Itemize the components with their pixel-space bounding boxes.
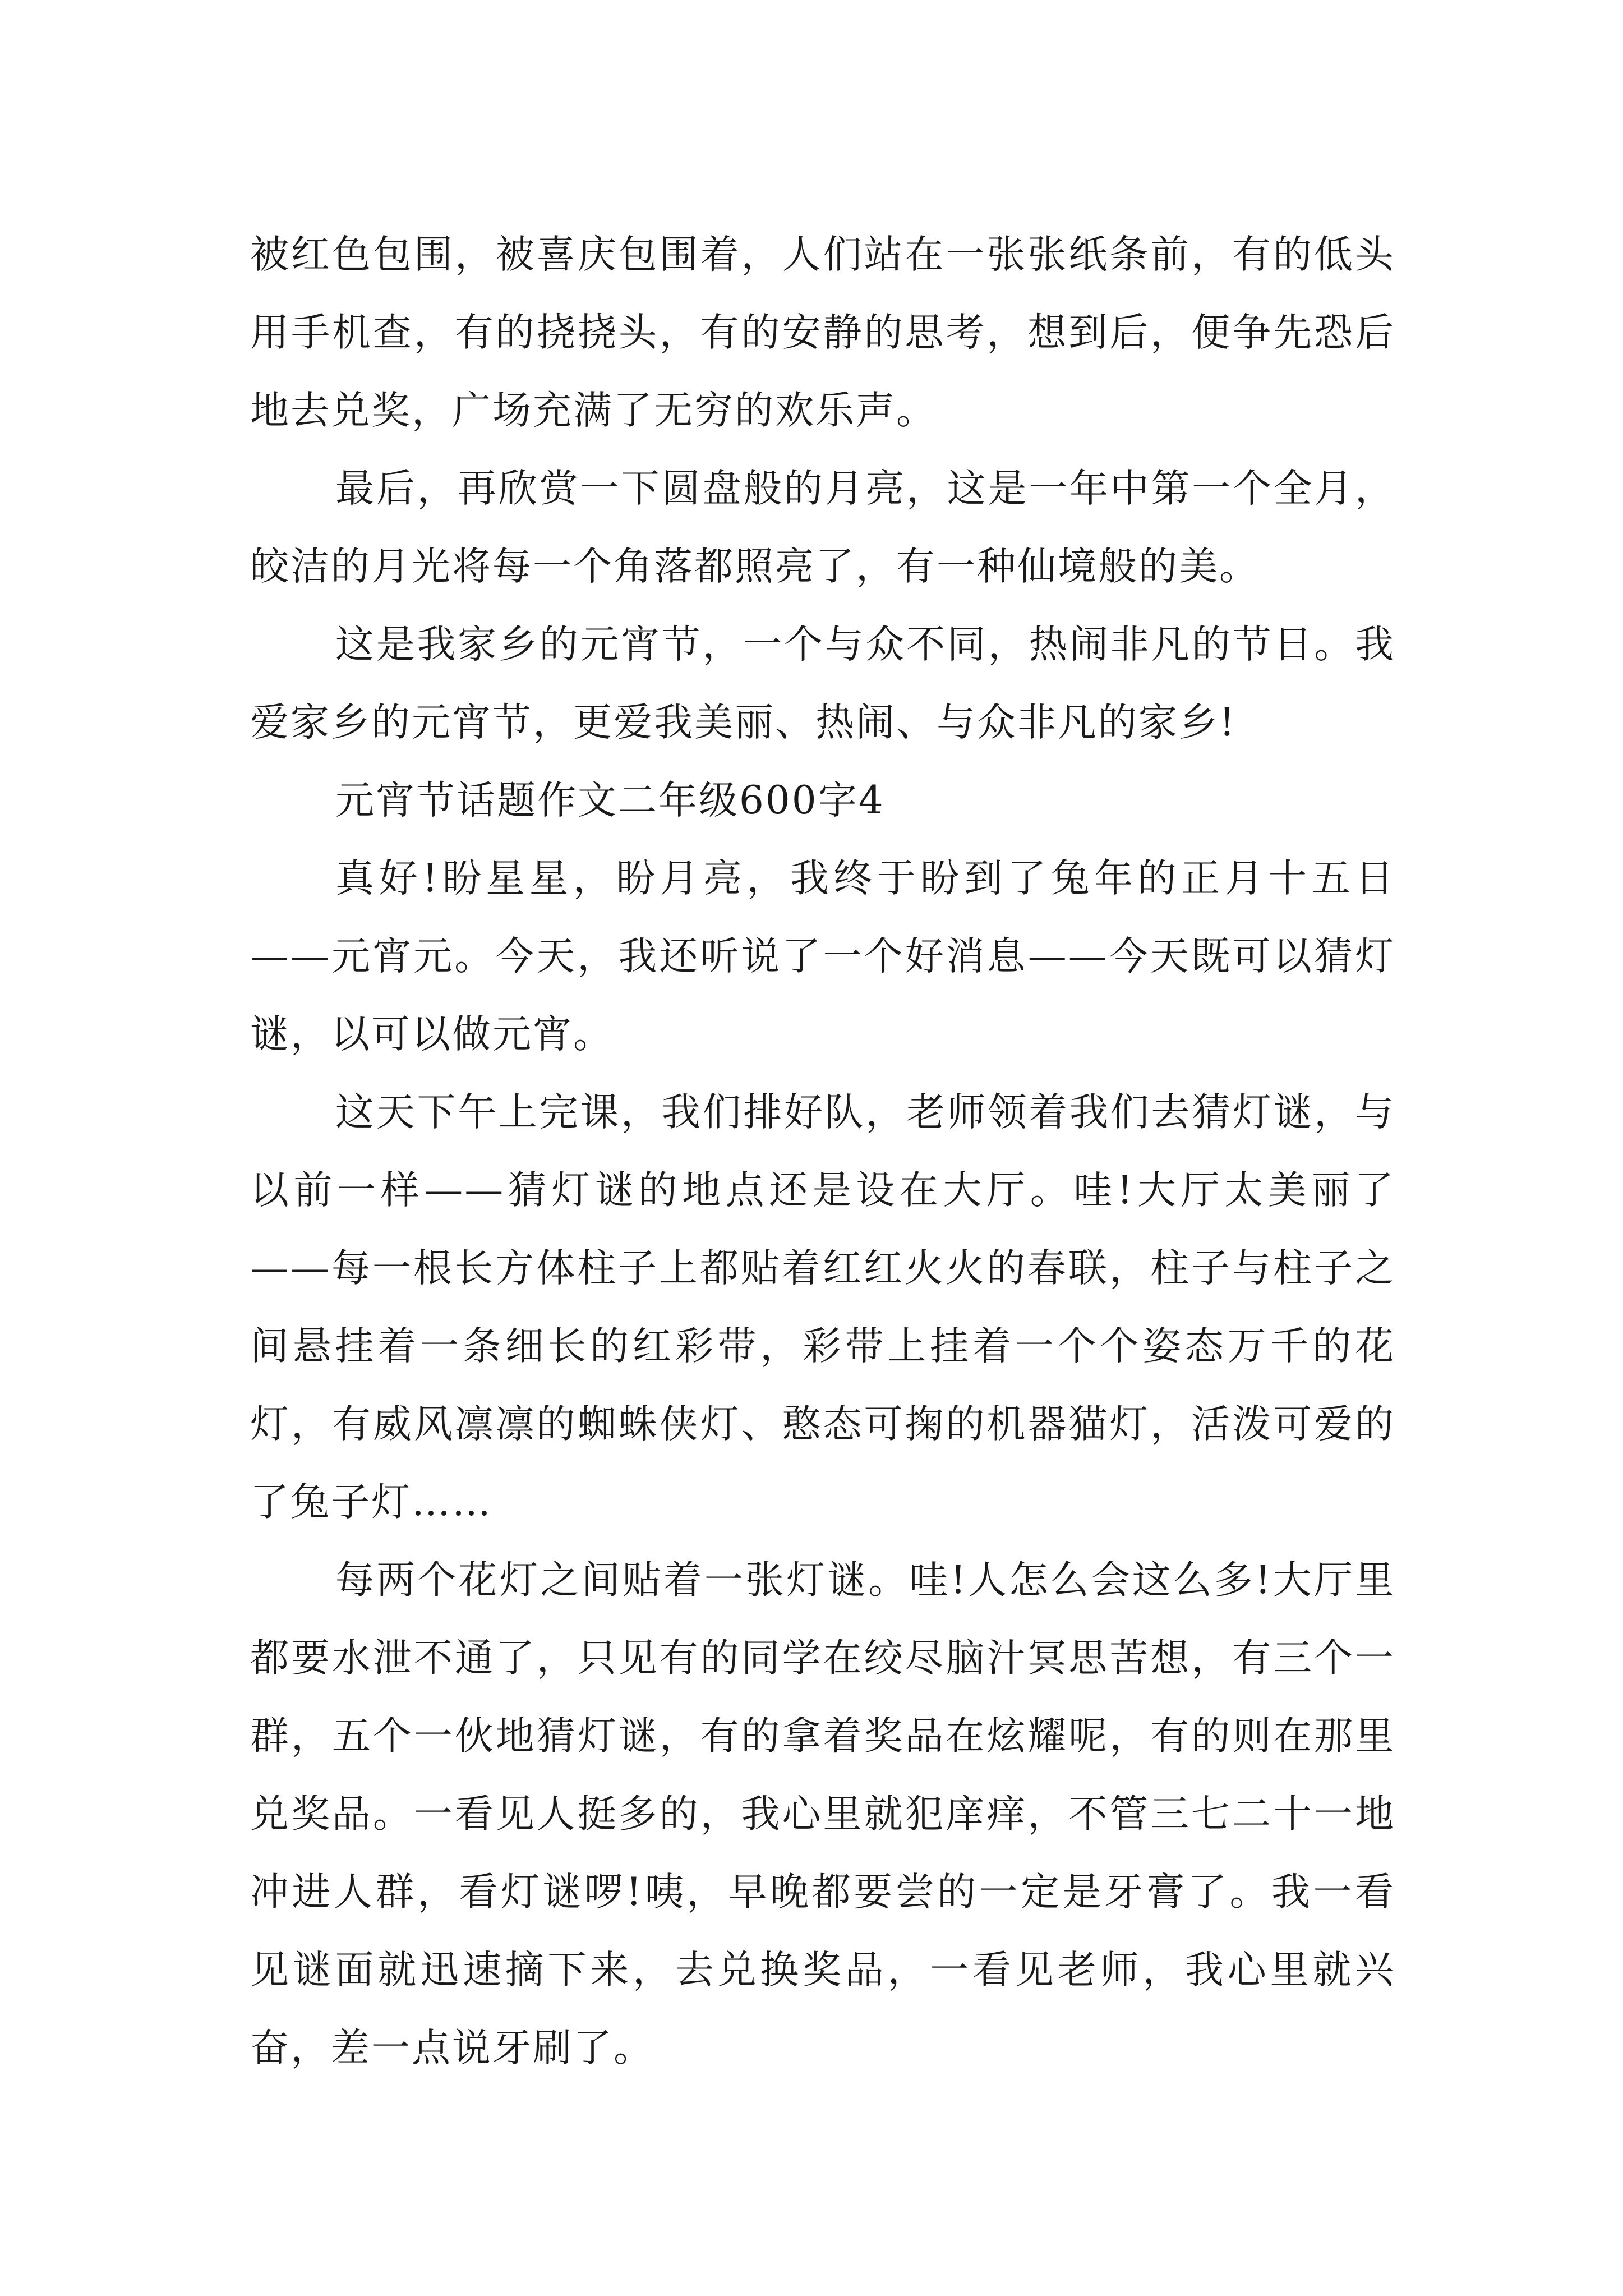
paragraph-6: 这天下午上完课，我们排好队，老师领着我们去猜灯谜，与以前一样——猜灯谜的地点还是设在大厅。哇!大厅太美丽了——每一根长方体柱子上都贴着红红火火的春联，柱子与柱子之间悬挂着一条细长的红彩带，彩带上挂着一个个姿态万千的花灯，有威风凛凛的蜘蛛侠灯、憨态可掬的机器猫灯，活泼可爱的了兔子灯…… xyxy=(250,1090,1395,1525)
paragraph-2: 最后，再欣赏一下圆盘般的月亮，这是一年中第一个全月，皎洁的月光将每一个角落都照亮了，有一种仙境般的美。 xyxy=(250,466,1395,589)
paragraph-1: 被红色包围，被喜庆包围着，人们站在一张张纸条前，有的低头用手机查，有的挠挠头，有的安静的思考，想到后，便争先恐后地去兑奖，广场充满了无穷的欢乐声。 xyxy=(250,232,1395,433)
paragraph-5: 真好!盼星星，盼月亮，我终于盼到了兔年的正月十五日——元宵元。今天，我还听说了一个好消息——今天既可以猜灯谜，以可以做元宵。 xyxy=(250,856,1395,1057)
document-body xyxy=(250,216,1395,2087)
paragraph-7: 每两个花灯之间贴着一张灯谜。哇!人怎么会这么多!大厅里都要水泄不通了，只见有的同学在绞尽脑汁冥思苦想，有三个一群，五个一伙地猜灯谜，有的拿着奖品在炫耀呢，有的则在那里兑奖品。一看见人挺多的，我心里就犯庠痒，不管三七二十一地冲进人群，看灯谜啰!咦，早晚都要尝的一定是牙膏了。我一看见谜面就迅速摘下来，去兑换奖品，一看见老师，我心里就兴奋，差一点说牙刷了。 xyxy=(250,1558,1395,2070)
section-heading: 元宵节话题作文二年级600字4 xyxy=(335,778,885,823)
paragraph-3: 这是我家乡的元宵节，一个与众不同，热闹非凡的节日。我爱家乡的元宵节，更爱我美丽、热闹、与众非凡的家乡! xyxy=(250,622,1395,745)
